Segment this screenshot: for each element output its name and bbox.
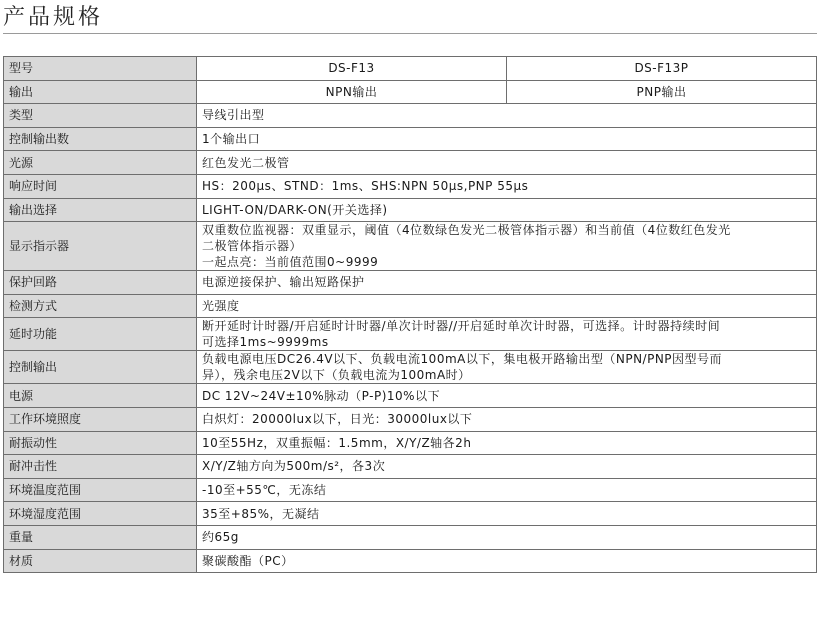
row-label: 重量 — [4, 525, 197, 549]
table-row-output — [4, 80, 817, 104]
table-row — [4, 151, 817, 175]
row-value — [197, 549, 817, 573]
table-row — [4, 318, 817, 351]
row-value — [197, 351, 817, 384]
row-value — [197, 151, 817, 175]
row-label: 输出 — [4, 80, 197, 104]
table-row — [4, 198, 817, 222]
row-value — [197, 502, 817, 526]
table-row — [4, 549, 817, 573]
row-value — [197, 104, 817, 128]
row-value — [197, 222, 817, 271]
row-value-line: 负载电源电压DC26.4V以下、负载电流100mA以下，集电极开路输出型（NPN/PNP因型号而 — [202, 352, 723, 367]
table-row — [4, 455, 817, 479]
row-value — [197, 455, 817, 479]
row-value — [197, 525, 817, 549]
row-value-line: LIGHT-ON/DARK-ON(开关选择) — [202, 202, 388, 217]
title-divider — [3, 33, 817, 34]
row-label: 材质 — [4, 549, 197, 573]
output-ds-f13p: PNP输出 — [507, 80, 817, 104]
table-row — [4, 407, 817, 431]
row-label: 电源 — [4, 384, 197, 408]
row-value-line: 白炽灯：20000lux以下，日光：30000lux以下 — [202, 412, 473, 427]
row-label: 类型 — [4, 104, 197, 128]
row-label: 环境温度范围 — [4, 478, 197, 502]
row-label: 输出选择 — [4, 198, 197, 222]
table-row — [4, 222, 817, 271]
row-value-line: 一起点亮：当前值范围0~9999 — [202, 255, 379, 270]
table-row — [4, 104, 817, 128]
table-row — [4, 431, 817, 455]
spec-table — [3, 56, 817, 573]
row-value-line: 聚碳酸酯（PC） — [202, 553, 294, 568]
row-value — [197, 478, 817, 502]
row-value-line: 异），残余电压2V以下（负载电流为100mA时） — [202, 368, 471, 383]
table-row — [4, 502, 817, 526]
row-label: 环境湿度范围 — [4, 502, 197, 526]
row-value — [197, 318, 817, 351]
row-value — [197, 294, 817, 318]
model-ds-f13p: DS-F13P — [507, 57, 817, 81]
row-label: 响应时间 — [4, 174, 197, 198]
table-row — [4, 384, 817, 408]
table-row — [4, 351, 817, 384]
table-row — [4, 174, 817, 198]
row-value-line: 断开延时计时器/开启延时计时器/单次计时器//开启延时单次计时器，可选择。计时器持续时间 — [202, 319, 721, 334]
row-label: 控制输出数 — [4, 127, 197, 151]
row-value — [197, 407, 817, 431]
row-value-line: 双重数位监视器：双重显示，阈值（4位数绿色发光二极管体指示器）和当前值（4位数红色发光 — [202, 223, 731, 238]
row-value — [197, 271, 817, 295]
output-ds-f13: NPN输出 — [197, 80, 507, 104]
row-value-line: 电源逆接保护、输出短路保护 — [202, 275, 365, 290]
table-row-model — [4, 57, 817, 81]
row-value-line: 10至55Hz，双重振幅：1.5mm，X/Y/Z轴各2h — [202, 435, 472, 450]
row-value — [197, 431, 817, 455]
row-value-line: 红色发光二极管 — [202, 155, 290, 170]
row-label: 光源 — [4, 151, 197, 175]
model-ds-f13: DS-F13 — [197, 57, 507, 81]
table-row — [4, 525, 817, 549]
row-value — [197, 127, 817, 151]
row-value-line: 约65g — [202, 530, 239, 545]
row-value — [197, 384, 817, 408]
row-value-line: 二极管体指示器） — [202, 239, 303, 254]
page-title: 产品规格 — [3, 5, 104, 30]
row-label: 型号 — [4, 57, 197, 81]
row-label: 工作环境照度 — [4, 407, 197, 431]
row-value-line: DC 12V~24V±10%脉动（P-P)10%以下 — [202, 388, 441, 403]
row-value-line: 光强度 — [202, 299, 240, 314]
row-label: 耐冲击性 — [4, 455, 197, 479]
table-row — [4, 127, 817, 151]
row-value-line: 35至+85%，无凝结 — [202, 506, 320, 521]
row-label: 显示指示器 — [4, 222, 197, 271]
row-value-line: HS：200μs、STND：1ms、SHS:NPN 50μs,PNP 55μs — [202, 179, 529, 194]
row-label: 保护回路 — [4, 271, 197, 295]
row-value-line: X/Y/Z轴方向为500m/s²，各3次 — [202, 459, 386, 474]
row-value — [197, 174, 817, 198]
row-label: 检测方式 — [4, 294, 197, 318]
row-value-line: 1个输出口 — [202, 132, 261, 147]
row-value-line: 导线引出型 — [202, 108, 265, 123]
row-label: 控制输出 — [4, 351, 197, 384]
table-row — [4, 478, 817, 502]
row-value-line: 可选择1ms~9999ms — [202, 335, 329, 350]
row-label: 延时功能 — [4, 318, 197, 351]
row-value — [197, 198, 817, 222]
table-row — [4, 271, 817, 295]
table-row — [4, 294, 817, 318]
row-label: 耐振动性 — [4, 431, 197, 455]
row-value-line: -10至+55℃，无冻结 — [202, 483, 327, 498]
